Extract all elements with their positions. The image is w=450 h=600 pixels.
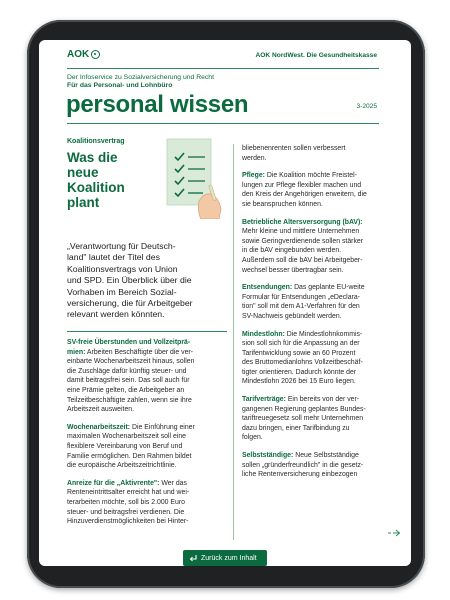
body-line: gangenen Regierung geplantes Bundes- xyxy=(242,405,366,413)
aok-tree-icon xyxy=(91,50,100,59)
body-line: Teilzeitbeschäftigte zahlen, wenn sie ihre xyxy=(67,396,192,404)
intro-line: Koalitionsvertrags von Union xyxy=(67,263,178,274)
article-kicker: Koalitionsvertrag xyxy=(67,138,125,145)
article-intro xyxy=(67,241,227,321)
page-screen xyxy=(39,40,411,566)
body-line: Mehr kleine und mittlere Unternehmen xyxy=(242,228,360,236)
body-line: eine Prämie gelten, die Arbeitgeber an xyxy=(67,386,185,394)
paragraph-heading: SV-freie Überstunden und Vollzeitprä- xyxy=(67,339,191,346)
body-line: liche Rentenversicherung einbezogen xyxy=(242,471,358,479)
body-line: terarbeiten möchte, soll bis 2.000 Euro xyxy=(67,498,185,506)
body-line: Arbeitszeit ausweiten. xyxy=(67,406,135,414)
headline-line: plant xyxy=(67,195,100,210)
body-line: Familie ermöglichen. Den Rahmen bildet xyxy=(67,452,192,460)
body-line: sowie Geringverdienende sollen stärker xyxy=(242,237,364,245)
body-line: in die bAV eingebunden werden. xyxy=(242,247,342,255)
left-column xyxy=(67,338,225,527)
aok-logo xyxy=(67,49,100,60)
paragraph-heading: Tarifverträge: xyxy=(242,396,286,404)
body-line: einbarte Wochenarbeitszeit hinaus, sollen xyxy=(67,358,195,366)
intro-line: land" lautet der Titel des xyxy=(67,252,160,263)
headline-line: neue xyxy=(67,165,99,180)
paragraph-heading: Pflege: xyxy=(242,172,265,180)
intro-line: versicherung, die für Arbeitgeber xyxy=(67,298,193,309)
body-line: bliebenenrenten sollen verbessert xyxy=(242,145,346,152)
intro-divider xyxy=(67,331,227,332)
back-button-label: Zurück zum Inhalt xyxy=(201,554,257,562)
body-line: dazu bringen, einer Tarifbindung zu xyxy=(242,424,350,432)
right-column xyxy=(242,144,400,480)
checklist-illustration xyxy=(163,135,225,219)
body-line: tariftreuegesetz soll mehr Unternehmen xyxy=(242,415,364,423)
intro-line: „Verantwortung für Deutsch- xyxy=(67,241,176,251)
intro-line: Vorhaben im Bereich Sozial- xyxy=(67,286,177,297)
body-line: Außerdem soll die bAV bei Arbeitgeber- xyxy=(242,256,363,264)
issue-number: 3-2025 xyxy=(356,103,377,110)
body-line: Die Mindestlohnkommis- xyxy=(284,330,363,338)
body-line: die europäische Arbeitszeitrichtlinie. xyxy=(67,462,177,470)
body-line: sollen „gründerfreundlich" in die gesetz- xyxy=(242,461,364,469)
body-line: SV-Nachweis gebündelt werden. xyxy=(242,312,342,320)
paragraph-heading: mien: xyxy=(67,348,86,356)
back-arrow-icon xyxy=(189,554,197,562)
body-line: Das geplante EU-weite xyxy=(292,284,365,292)
body-line: sion soll sich für die Anpassung an der xyxy=(242,340,360,348)
back-to-contents-button[interactable] xyxy=(183,550,267,566)
header-tagline: AOK NordWest. Die Gesundheitskasse xyxy=(255,52,377,59)
body-line: sie beanspruchen können. xyxy=(242,200,323,208)
logo-text: AOK xyxy=(67,49,90,60)
continue-arrow-icon[interactable] xyxy=(387,529,401,537)
body-line: flexiblere Vereinbarung von Beruf und xyxy=(67,442,183,450)
body-line: den Kreis der Angehörigen erweitern, die xyxy=(242,191,367,199)
paragraph-heading: Mindestlohn: xyxy=(242,330,285,338)
body-line: tigter orientieren. Dadurch könnte der xyxy=(242,368,357,376)
body-line: Arbeiten Beschäftigte über die ver- xyxy=(85,348,194,356)
body-line: folgen. xyxy=(242,434,263,442)
body-line: werden. xyxy=(242,154,267,162)
intro-line: relevant werden könnten. xyxy=(67,309,165,320)
headline-line: Was die xyxy=(67,150,118,165)
body-line: Formular für Entsendungen „eDeclara- xyxy=(242,293,360,301)
top-bar xyxy=(39,40,411,68)
publication-title: personal wissen xyxy=(66,91,249,118)
paragraph-heading: Entsendungen: xyxy=(242,284,293,292)
intro-line: und SPD. Ein Überblick über die xyxy=(67,275,192,286)
body-line: Tarifentwicklung sowie an 60 Prozent xyxy=(242,349,356,357)
header-subtitle: Der Infoservice zu Sozialversicherung und Recht xyxy=(67,74,214,81)
body-line: die Zuschläge dafür künftig steuer- und xyxy=(67,367,187,375)
body-line: Die Koalition möchte Freistel- xyxy=(264,172,357,180)
body-line: des Bruttomedianlohns Vollzeitbeschäf- xyxy=(242,359,363,367)
body-line: Neue Selbstständige xyxy=(293,452,359,460)
header-divider xyxy=(67,68,379,69)
body-line: tion" soll mit dem A1-Verfahren für den xyxy=(242,303,360,311)
article-headline xyxy=(67,150,157,210)
paragraph-heading: Wochenarbeitszeit: xyxy=(67,423,131,431)
body-line: wechsel besser übertragbar sein. xyxy=(242,266,344,274)
title-divider xyxy=(67,123,379,124)
body-line: Mindestlohn 2026 bei 15 Euro liegen. xyxy=(242,378,356,386)
body-line: Wer das xyxy=(159,479,187,487)
body-line: Die Einführung einer xyxy=(130,423,195,431)
body-line: lungen zur Pflege flexibler machen und xyxy=(242,181,362,189)
column-divider xyxy=(233,144,234,540)
body-line: Renteneintrittsalter erreicht hat und wei- xyxy=(67,489,190,497)
paragraph-heading: Betriebliche Altersversorgung (bAV): xyxy=(242,218,363,226)
body-line: damit beitragsfrei sein. Das soll auch für xyxy=(67,377,190,385)
body-line: Ein bereits von der ver- xyxy=(285,396,360,404)
body-line: maximalen Wochenarbeitszeit soll eine xyxy=(67,433,186,441)
paragraph-heading: Anreize für die „Aktivrente": xyxy=(67,479,160,487)
headline-line: Koalition xyxy=(67,180,125,195)
body-line: Hinzuverdienstmöglichkeiten bei Hinter- xyxy=(67,518,189,526)
header-subtitle-bold: Für das Personal- und Lohnbüro xyxy=(67,82,173,89)
body-line: steuer- und beitragsfrei verdienen. Die xyxy=(67,508,185,516)
paragraph-heading: Selbstständige: xyxy=(242,452,294,460)
